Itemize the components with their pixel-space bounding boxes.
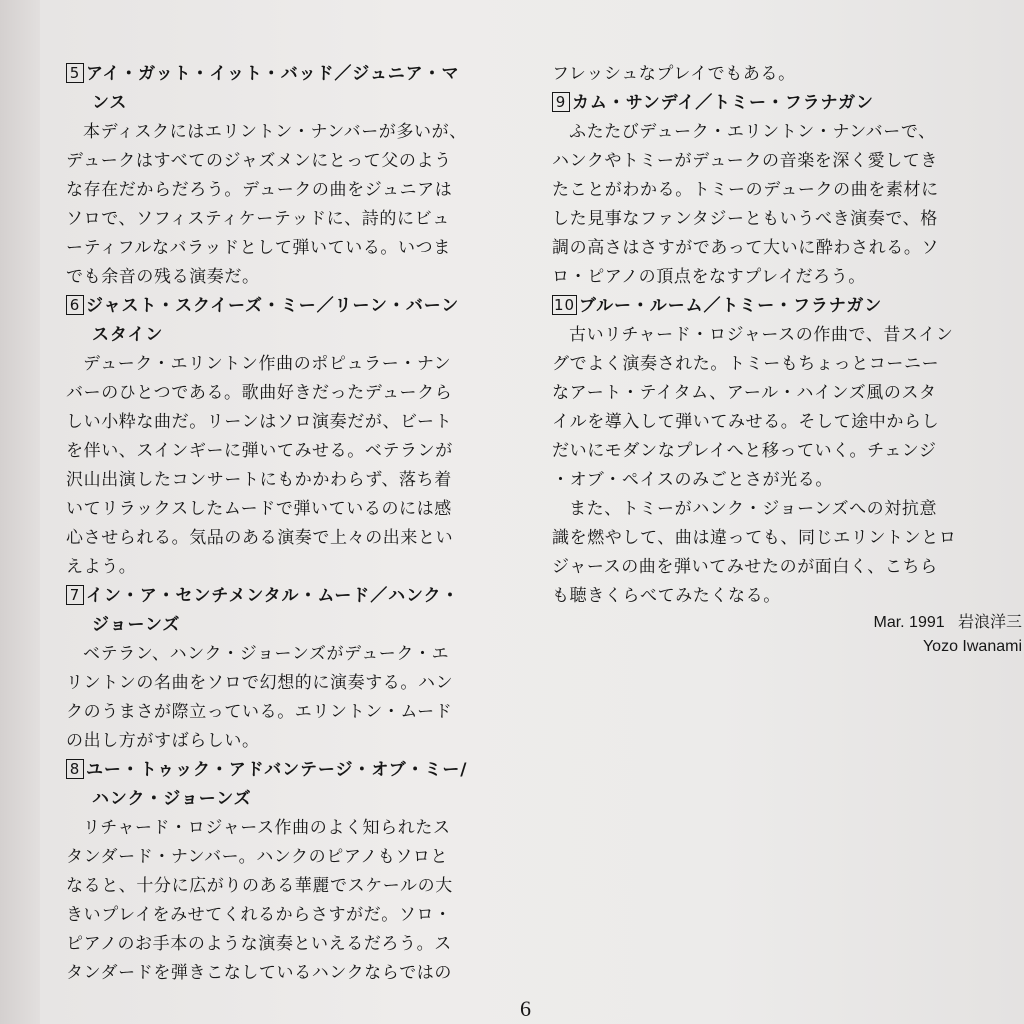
body-line: ハンクやトミーがデュークの音楽を深く愛してき xyxy=(552,151,939,171)
body-line: いてリラックスしたムードで弾いているのには感 xyxy=(66,499,452,519)
facing-page-edge xyxy=(0,0,40,1024)
track-number-box: 7 xyxy=(66,585,84,605)
track-heading xyxy=(552,89,1022,118)
track-heading xyxy=(66,292,536,321)
body-line: ふたたびデューク・エリントン・ナンバーで、 xyxy=(569,122,936,142)
body-line: ーティフルなバラッドとして弾いている。いつま xyxy=(66,238,451,258)
body-line: また、トミーがハンク・ジョーンズへの対抗意 xyxy=(569,499,938,519)
body-line: ピアノのお手本のような演奏といえるだろう。ス xyxy=(66,934,452,954)
track-title-cont: ジョーンズ xyxy=(92,615,181,635)
track-title-cont: ハンク・ジョーンズ xyxy=(92,789,252,809)
track-title-cont: ンス xyxy=(92,93,128,113)
body-line: バーのひとつである。歌曲好きだったデュークら xyxy=(66,383,453,403)
body-line: な存在だからだろう。デュークの曲をジュニアは xyxy=(66,180,453,200)
body-line: でも余音の残る演奏だ。 xyxy=(66,267,260,287)
signature-line-1 xyxy=(873,611,1022,635)
body-line: の出し方がすばらしい。 xyxy=(66,731,260,751)
track-title: ユー・トゥック・アドバンテージ・オブ・ミー/ xyxy=(86,760,468,780)
body-line: ベテラン、ハンク・ジョーンズがデューク・エ xyxy=(83,644,450,664)
body-line: ソロで、ソフィスティケーテッドに、詩的にビュ xyxy=(66,209,450,229)
body-line: イルを導入して弾いてみせる。そして途中からし xyxy=(552,412,940,432)
body-line: えよう。 xyxy=(66,557,137,577)
track-title: イン・ア・センチメンタル・ムード／ハンク・ xyxy=(86,586,460,606)
body-line: タンダード・ナンバー。ハンクのピアノもソロと xyxy=(66,847,449,867)
body-line: クのうまさが際立っている。エリントン・ムード xyxy=(66,702,453,722)
body-line: ・オブ・ペイスのみごとさが光る。 xyxy=(552,470,833,490)
track-number-box: 10 xyxy=(554,296,575,314)
body-line: ジャースの曲を弾いてみせたのが面白く、こちら xyxy=(552,557,938,577)
body-line: ロ・ピアノの頂点をなすプレイだろう。 xyxy=(552,267,866,287)
track-number-box: 8 xyxy=(66,759,84,779)
body-line: フレッシュなプレイでもある。 xyxy=(552,64,796,84)
signature xyxy=(873,611,1022,659)
signature-date: Mar. 1991 xyxy=(873,614,945,631)
body-line: した見事なファンタジーともいうべき演奏で、格 xyxy=(552,209,938,229)
body-line: 心させられる。気品のある演奏で上々の出来とい xyxy=(66,528,454,548)
track-title: ブルー・ルーム／トミー・フラナガン xyxy=(578,296,883,316)
track-title: ジャスト・スクイーズ・ミー／リーン・バーン xyxy=(86,296,460,316)
body-line: 沢山出演したコンサートにもかかわらず、落ち着 xyxy=(66,470,452,490)
body-line: リントンの名曲をソロで幻想的に演奏する。ハン xyxy=(66,673,454,693)
body-line: デューク・エリントン作曲のポピュラー・ナン xyxy=(83,354,452,374)
body-line: タンダードを弾きこなしているハンクならではの xyxy=(66,963,453,983)
page-number: 6 xyxy=(520,996,531,1021)
right-column xyxy=(552,60,1022,665)
track-heading xyxy=(552,292,1022,321)
signature-author-en: Yozo Iwanami xyxy=(922,638,1022,655)
body-line: 識を燃やして、曲は違っても、同じエリントンとロ xyxy=(552,528,957,548)
track-heading xyxy=(66,756,536,785)
body-line: なアート・テイタム、アール・ハインズ風のスタ xyxy=(552,383,937,403)
track-title: カム・サンデイ／トミー・フラナガン xyxy=(572,93,874,113)
body-line: だいにモダンなプレイへと移っていく。チェンジ xyxy=(552,441,937,461)
signature-author-jp: 岩浪洋三 xyxy=(957,614,1022,631)
body-line: しい小粋な曲だ。リーンはソロ演奏だが、ビート xyxy=(66,412,453,432)
track-heading xyxy=(66,60,536,89)
body-line: たことがわかる。トミーのデュークの曲を素材に xyxy=(552,180,939,200)
track-heading xyxy=(66,582,536,611)
body-line: を伴い、スインギーに弾いてみせる。ベテランが xyxy=(66,441,453,461)
body-line: なると、十分に広がりのある華麗でスケールの大 xyxy=(66,876,453,896)
body-line: デュークはすべてのジャズメンにとって父のよう xyxy=(66,151,452,171)
signature-block xyxy=(552,611,1022,665)
left-column xyxy=(66,60,536,988)
track-title: アイ・ガット・イット・バッド／ジュニア・マ xyxy=(86,64,460,84)
body-line: グでよく演奏された。トミーもちょっとコーニー xyxy=(552,354,940,374)
body-line: きいプレイをみせてくれるからさすがだ。ソロ・ xyxy=(66,905,452,925)
track-number-box: 5 xyxy=(66,63,84,83)
track-number-box: 6 xyxy=(66,295,84,315)
body-line: 本ディスクにはエリントン・ナンバーが多いが、 xyxy=(83,122,467,142)
track-title-cont: スタイン xyxy=(92,325,164,345)
body-line: も聴きくらべてみたくなる。 xyxy=(552,586,781,606)
body-line: 調の高さはさすがであって大いに酔わされる。ソ xyxy=(552,238,940,258)
track-number-box: 9 xyxy=(552,92,570,112)
body-line: リチャード・ロジャース作曲のよく知られたス xyxy=(83,818,451,838)
body-line: 古いリチャード・ロジャースの作曲で、昔スイン xyxy=(569,325,954,345)
